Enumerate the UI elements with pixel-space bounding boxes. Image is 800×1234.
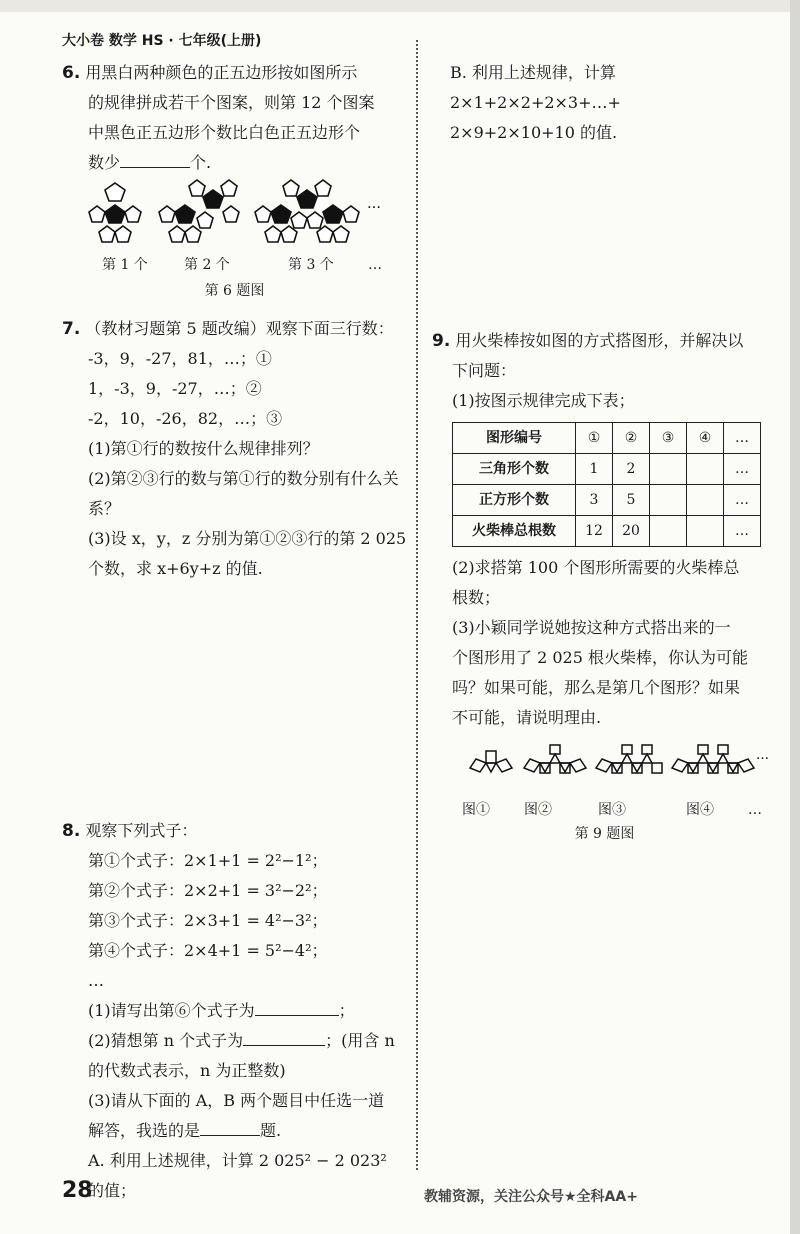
q8-number: 8.	[62, 821, 81, 841]
q7-part-2: (2)第②③行的数与第①行的数分别有什么关系？	[88, 469, 399, 518]
q8-dots: …	[88, 971, 104, 990]
question-8	[62, 816, 407, 1206]
table-row: 三角形个数 1 2 …	[453, 454, 761, 485]
q9-blank-cell[interactable]	[650, 485, 687, 516]
q8-answer-blank-1[interactable]	[255, 997, 339, 1016]
q9-figure-labels	[432, 795, 777, 819]
q9-part-3-line-4: 不可能，请说明理由.	[452, 708, 602, 727]
table-row: 正方形个数 3 5 …	[453, 485, 761, 516]
q7-row-3: -2，10，-26，82，…；③	[88, 409, 283, 428]
q8-expr-2: 第②个式子：2×2+1 = 3²−2²；	[88, 881, 328, 900]
q9-blank-cell[interactable]	[687, 485, 724, 516]
q9-line-2: 下问题：	[452, 361, 517, 380]
page-right-edge	[790, 0, 800, 1234]
q7-row-2: 1，-3，9，-27，…；②	[88, 379, 262, 398]
q9-part-2: (2)求搭第 100 个图形所需要的火柴棒总	[452, 558, 740, 577]
q9-part-3-line-3: 吗？如果可能，那么是第几个图形？如果	[452, 678, 741, 697]
q6-label-2: 第 2 个	[184, 257, 230, 273]
q6-caption: 第 6 题图	[204, 283, 265, 299]
q8-intro: 观察下列式子：	[85, 821, 198, 840]
q7-number: 7.	[62, 319, 81, 339]
q6-line-3: 中黑色正五边形个数比白色正五边形个	[88, 123, 361, 142]
q9-part-3-line-2: 个图形用了 2 025 根火柴棒，你认为可能	[452, 648, 748, 667]
q9-table	[452, 422, 761, 547]
q7-part-3: (3)设 x，y，z 分别为第①②③行的第 2 025 个数，求 x+6y+z 的值.	[88, 529, 407, 578]
q8-choice-blank[interactable]	[200, 1117, 260, 1136]
q6-pentagon-figure	[85, 178, 385, 250]
q9-table-header: 图形编号 ① ② ③ ④ …	[453, 423, 761, 454]
q9-blank-cell[interactable]	[687, 454, 724, 485]
footer-watermark: 教辅资源，关注公众号★全科AA+	[424, 1189, 638, 1205]
q8-part-1: (1)请写出第⑥个式子为 ；	[62, 996, 407, 1026]
q8-answer-blank-2[interactable]	[243, 1027, 325, 1046]
svg-text:…: …	[755, 748, 769, 763]
q6-label-1: 第 1 个	[102, 257, 148, 273]
column-divider	[416, 40, 418, 1170]
q9-part-3: (3)小颖同学说她按这种方式搭出来的一	[452, 618, 731, 637]
question-6	[62, 58, 407, 306]
q6-line-1: 用黑白两种颜色的正五边形按如图所示	[85, 63, 358, 82]
page-number: 28	[62, 1178, 93, 1203]
q8-part-2-cont: 的代数式表示，n 为正整数)	[88, 1061, 286, 1080]
q8-expr-3: 第③个式子：2×3+1 = 4²−3²；	[88, 911, 328, 930]
running-header: 大小卷 数学 HS · 七年级(上册)	[62, 33, 262, 49]
q8-option-a: A. 利用上述规律，计算 2 025² − 2 023²	[88, 1151, 387, 1170]
q7-part-1: (1)第①行的数按什么规律排列？	[88, 439, 319, 458]
right-column	[432, 58, 777, 842]
q9-label-4: 图④	[686, 802, 714, 818]
q9-blank-cell[interactable]	[687, 516, 724, 547]
q8-option-a-cont: 的值；	[88, 1181, 137, 1200]
svg-text:…: …	[366, 196, 381, 212]
q9-part-1: (1)按图示规律完成下表；	[452, 391, 635, 410]
q6-line-2: 的规律拼成若干个图案，则第 12 个图案	[88, 93, 375, 112]
q8-part-2: (2)猜想第 n 个式子为 ；(用含 n	[62, 1026, 407, 1056]
q8-expr-1: 第①个式子：2×1+1 = 2²−1²；	[88, 851, 328, 870]
q9-label-2: 图②	[524, 802, 552, 818]
q6-figure-labels	[62, 250, 407, 276]
q6-label-dots: …	[368, 257, 382, 273]
q8-part-3-choice: 解答，我选的是 题.	[62, 1116, 407, 1146]
q9-line-1: 用火柴棒按如图的方式搭图形，并解决以	[455, 331, 744, 350]
q6-label-3: 第 3 个	[288, 257, 334, 273]
q9-caption: 第 9 题图	[574, 826, 635, 842]
q6-line-4: 数少 个.	[62, 148, 407, 178]
table-row: 火柴棒总根数 12 20 …	[453, 516, 761, 547]
q6-answer-blank[interactable]	[120, 149, 190, 168]
q9-blank-cell[interactable]	[650, 454, 687, 485]
q7-row-1: -3，9，-27，81，…；①	[88, 349, 272, 368]
q9-label-3: 图③	[598, 802, 626, 818]
q9-part-2-cont: 根数；	[452, 588, 501, 607]
q9-number: 9.	[432, 331, 451, 351]
question-9	[432, 326, 777, 849]
q7-intro: （教材习题第 5 题改编）观察下面三行数：	[85, 319, 394, 338]
page-top-edge	[0, 0, 800, 12]
q8-part-3: (3)请从下面的 A，B 两个题目中任选一道	[88, 1091, 385, 1110]
question-7	[62, 314, 407, 584]
q8-option-b-cont: 2×9+2×10+10 的值.	[450, 123, 618, 142]
q9-blank-cell[interactable]	[650, 516, 687, 547]
q8-expr-4: 第④个式子：2×4+1 = 5²−4²；	[88, 941, 328, 960]
q6-number: 6.	[62, 63, 81, 83]
q9-label-1: 图①	[462, 802, 490, 818]
q8-option-b: B. 利用上述规律，计算 2×1+2×2+2×3+…+	[450, 63, 621, 112]
q9-label-dots: …	[748, 802, 762, 818]
q9-matchstick-figure	[440, 739, 770, 795]
